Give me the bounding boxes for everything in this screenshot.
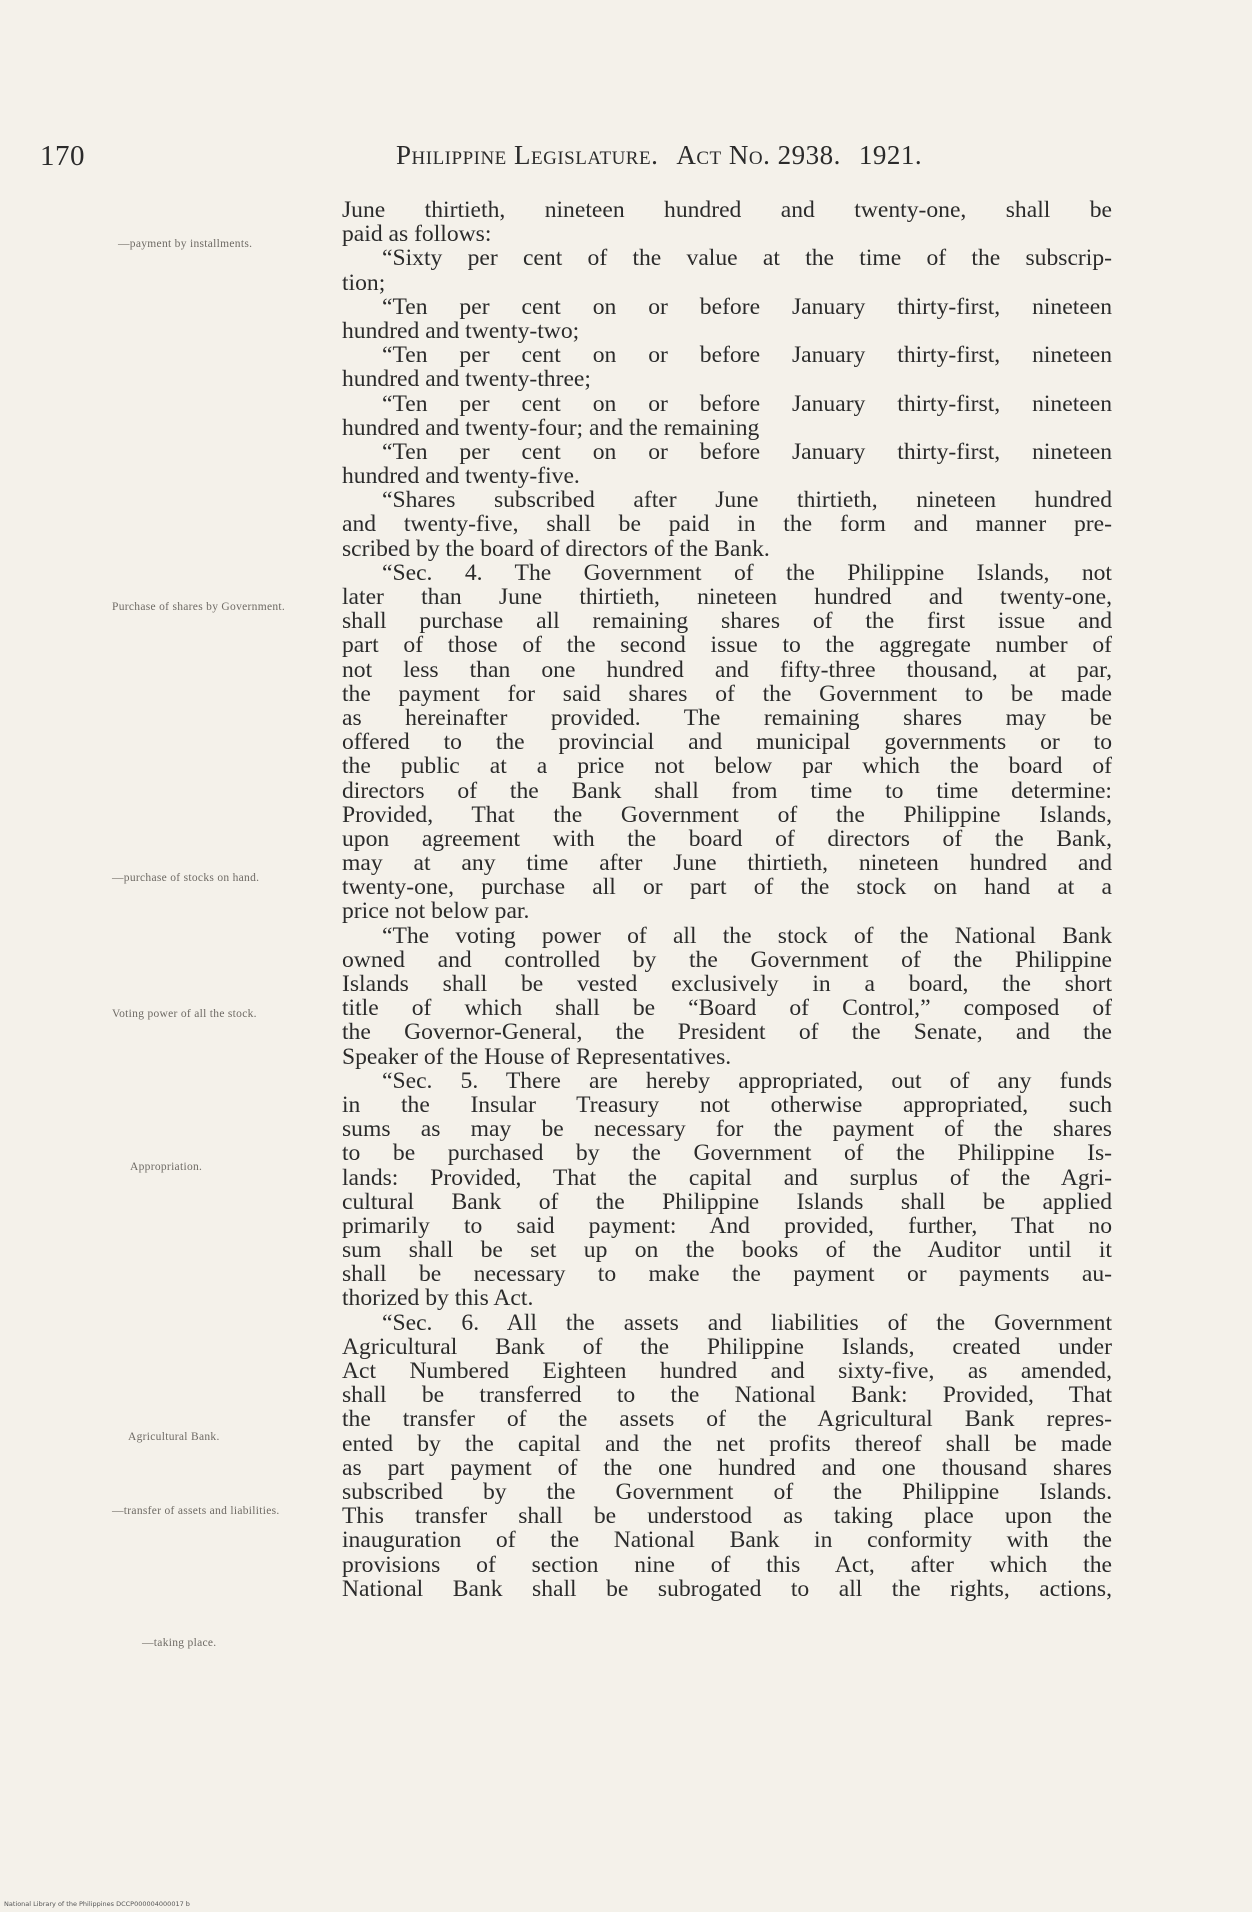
text-line: not less than one hundred and fifty-three thousand, at par, [342, 656, 1112, 683]
text-line: ented by the capital and the net profits thereof shall be made [342, 1430, 1112, 1457]
text-line: shall be necessary to make the payment or payments au- [342, 1261, 1112, 1288]
text-line: the payment for said shares of the Government to be made [342, 680, 1112, 707]
text-line: “Ten per cent on or before January thirty-first, nineteen [382, 342, 1112, 369]
text-line: This transfer shall be understood as taking place upon the [342, 1503, 1112, 1530]
text-line: provisions of section nine of this Act, after which the [342, 1551, 1112, 1578]
text-line: “Sec. 6. All the assets and liabilities of the Government [382, 1309, 1112, 1336]
text-line: tion; [342, 269, 386, 296]
text-line: directors of the Bank shall from time to time determine: [342, 777, 1112, 804]
text-line: scribed by the board of directors of the Bank. [342, 535, 770, 562]
margin-notes [0, 0, 340, 1912]
text-line: sums as may be necessary for the payment of the shares [342, 1116, 1112, 1143]
text-line: shall purchase all remaining shares of the first issue and [342, 608, 1112, 635]
text-line: “Sec. 4. The Government of the Philippine Islands, not [382, 559, 1112, 586]
margin-note-purchase-stocks: —purchase of stocks on hand. [112, 872, 260, 884]
text-line: “Ten per cent on or before January thirty-first, nineteen [382, 390, 1112, 417]
margin-note-voting-power: Voting power of all the stock. [112, 1008, 257, 1020]
text-line: paid as follows: [342, 221, 492, 248]
text-line: lands: Provided, That the capital and surplus of the Agri- [342, 1164, 1112, 1191]
page-number: 170 [40, 140, 85, 172]
text-line: shall be transferred to the National Bank: Provided, That [342, 1382, 1112, 1409]
running-head-act: Act No. 2938. [676, 140, 841, 170]
text-line: later than June thirtieth, nineteen hundred and twenty-one, [342, 584, 1112, 610]
text-line: hundred and twenty-five. [342, 463, 580, 490]
body-text [342, 198, 1112, 1601]
text-line: Speaker of the House of Representatives. [342, 1043, 732, 1070]
text-line: as part payment of the one hundred and one thousand shares [342, 1454, 1112, 1481]
text-line: “Sixty per cent of the value at the time of the subscrip- [382, 245, 1112, 272]
margin-note-transfer-assets: —transfer of assets and liabilities. [112, 1505, 280, 1517]
text-line: “Ten per cent on or before January thirty-first, nineteen [382, 293, 1112, 320]
text-line: Islands shall be vested exclusively in a board, the short [342, 971, 1112, 997]
text-line: hundred and twenty-two; [342, 317, 580, 344]
running-head-title: Philippine Legislature. [396, 140, 659, 170]
text-line: June thirtieth, nineteen hundred and twenty-one, shall be [342, 197, 1112, 223]
text-line: primarily to said payment: And provided, further, That no [342, 1212, 1112, 1239]
text-line: “Ten per cent on or before January thirty-first, nineteen [382, 438, 1112, 465]
text-line: the Governor-General, the President of the Senate, and the [342, 1019, 1112, 1046]
text-line: “Shares subscribed after June thirtieth, nineteen hundred [382, 487, 1112, 514]
text-line: to be purchased by the Government of the Philippine Is- [342, 1140, 1112, 1167]
margin-note-appropriation: Appropriation. [130, 1161, 203, 1173]
text-line: upon agreement with the board of directors of the Bank, [342, 825, 1112, 852]
text-line: price not below par. [342, 898, 530, 925]
footer-stamp: National Library of the Philippines DCCP000004000017 b [4, 1900, 190, 1908]
margin-note-payment-installments: —payment by installments. [118, 238, 253, 250]
text-line: hundred and twenty-four; and the remaining [342, 414, 760, 441]
text-line: as hereinafter provided. The remaining shares may be [342, 704, 1112, 731]
text-line: and twenty-five, shall be paid in the form and manner pre- [342, 511, 1112, 538]
text-line: cultural Bank of the Philippine Islands shall be applied [342, 1188, 1112, 1215]
text-line: offered to the provincial and municipal governments or to [342, 729, 1112, 756]
running-head-year: 1921. [858, 140, 923, 170]
text-line: the transfer of the assets of the Agricultural Bank repres- [342, 1406, 1112, 1433]
text-line: Agricultural Bank of the Philippine Islands, created under [342, 1333, 1112, 1360]
text-line: Act Numbered Eighteen hundred and sixty-five, as amended, [342, 1358, 1112, 1384]
text-line: twenty-one, purchase all or part of the stock on hand at a [342, 874, 1112, 901]
text-line: Provided, That the Government of the Philippine Islands, [342, 801, 1112, 828]
text-line: thorized by this Act. [342, 1285, 534, 1312]
text-line: in the Insular Treasury not otherwise appropriated, such [342, 1091, 1112, 1118]
text-line: hundred and twenty-three; [342, 366, 591, 393]
margin-note-taking-place: —taking place. [142, 1637, 217, 1649]
text-line: inauguration of the National Bank in conformity with the [342, 1527, 1112, 1554]
text-line: subscribed by the Government of the Philippine Islands. [342, 1478, 1112, 1505]
text-line: part of those of the second issue to the aggregate number of [342, 632, 1112, 659]
text-line: “Sec. 5. There are hereby appropriated, out of any funds [382, 1067, 1112, 1094]
margin-note-agricultural-bank: Agricultural Bank. [128, 1431, 220, 1443]
text-line: title of which shall be “Board of Control,” composed of [342, 995, 1112, 1022]
text-line: sum shall be set up on the books of the Auditor until it [342, 1237, 1112, 1264]
text-line: owned and controlled by the Government of the Philippine [342, 946, 1112, 973]
margin-note-purchase-shares: Purchase of shares by Government. [112, 601, 286, 613]
text-line: may at any time after June thirtieth, nineteen hundred and [342, 850, 1112, 877]
text-line: “The voting power of all the stock of the National Bank [382, 922, 1112, 949]
text-line: National Bank shall be subrogated to all the rights, actions, [342, 1575, 1112, 1602]
text-line: the public at a price not below par which the board of [342, 753, 1112, 780]
running-head [396, 140, 922, 171]
